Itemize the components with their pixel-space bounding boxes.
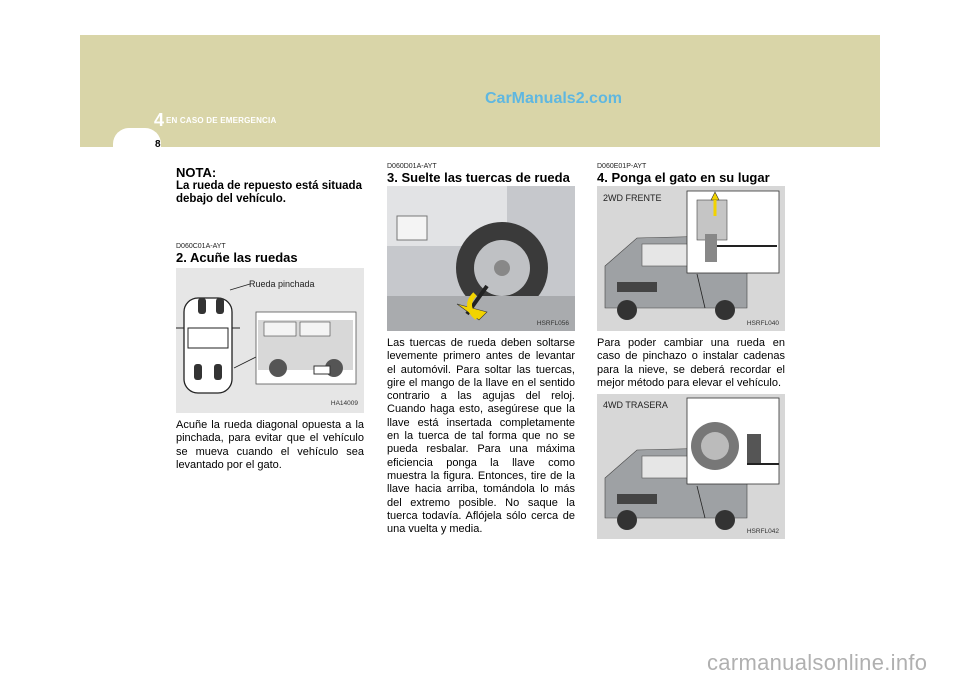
section-code: D060E01P-AYT xyxy=(597,163,647,170)
figure-loosen-nuts xyxy=(387,186,575,331)
footer-watermark[interactable]: carmanualsonline.info xyxy=(707,650,928,675)
figure-id: HA14009 xyxy=(330,400,358,407)
body-text: Para poder cambiar una rueda en caso de pinchazo o instalar cadenas para la nieve, se deberá recordar el mejor método para elevar el vehículo. xyxy=(597,337,785,389)
site-watermark[interactable]: CarManuals2.com xyxy=(485,90,622,107)
column-1 xyxy=(176,165,364,206)
section-heading: 3. Suelte las tuercas de rueda xyxy=(387,170,570,185)
figure-caption: 2WD FRENTE xyxy=(603,193,662,203)
section-heading: 4. Ponga el gato en su lugar xyxy=(597,170,770,185)
body-text: Las tuercas de rueda deben soltarse levemente primero antes de levantar el automóvil. Para soltar las tuercas, gire el mango de la llave en el sentido contrario a las agujas del reloj. Cuando haga esto, asegúrese que la llave está insertada completamente en la tuerca de tal forma que no se pueda resbalar. Para una máxima eficiencia ponga la llave como muestra la figura. Entonces, tire de la llave hacia arriba, tomándola lo más del extremo posible. No saque la tuerca todavía. Aflójela sólo cerca de una vuelta y media. xyxy=(387,337,575,536)
nota-title: NOTA: xyxy=(176,165,217,180)
body-text: Acuñe la rueda diagonal opuesta a la pinchada, para evitar que el vehículo se mueva cuando el vehículo sea levantado por el gato. xyxy=(176,419,364,471)
figure-id: HSRFL056 xyxy=(536,320,569,327)
section-code: D060C01A-AYT xyxy=(176,243,226,250)
section-heading: 2. Acuñe las ruedas xyxy=(176,250,298,265)
car-diagram-illustration xyxy=(176,268,364,413)
chapter-number: 4 xyxy=(154,110,165,130)
figure-wedge-wheels xyxy=(176,268,364,413)
figure-caption: Rueda pinchada xyxy=(249,279,315,289)
figure-id: HSRFL042 xyxy=(746,528,779,535)
nota-text: La rueda de repuesto está situada debajo del vehículo. xyxy=(176,180,362,205)
page-tab xyxy=(113,128,161,158)
figure-jack-front xyxy=(597,186,785,331)
section-code: D060D01A-AYT xyxy=(387,163,437,170)
header-band xyxy=(80,35,880,147)
figure-id: HSRFL040 xyxy=(746,320,779,327)
figure-jack-rear xyxy=(597,394,785,539)
wheel-wrench-illustration xyxy=(387,186,575,331)
figure-caption: 4WD TRASERA xyxy=(603,400,668,410)
page-number: 8 xyxy=(155,139,161,150)
chapter-title: EN CASO DE EMERGENCIA xyxy=(166,116,277,125)
jack-rear-illustration xyxy=(597,394,785,539)
jack-front-illustration xyxy=(597,186,785,331)
